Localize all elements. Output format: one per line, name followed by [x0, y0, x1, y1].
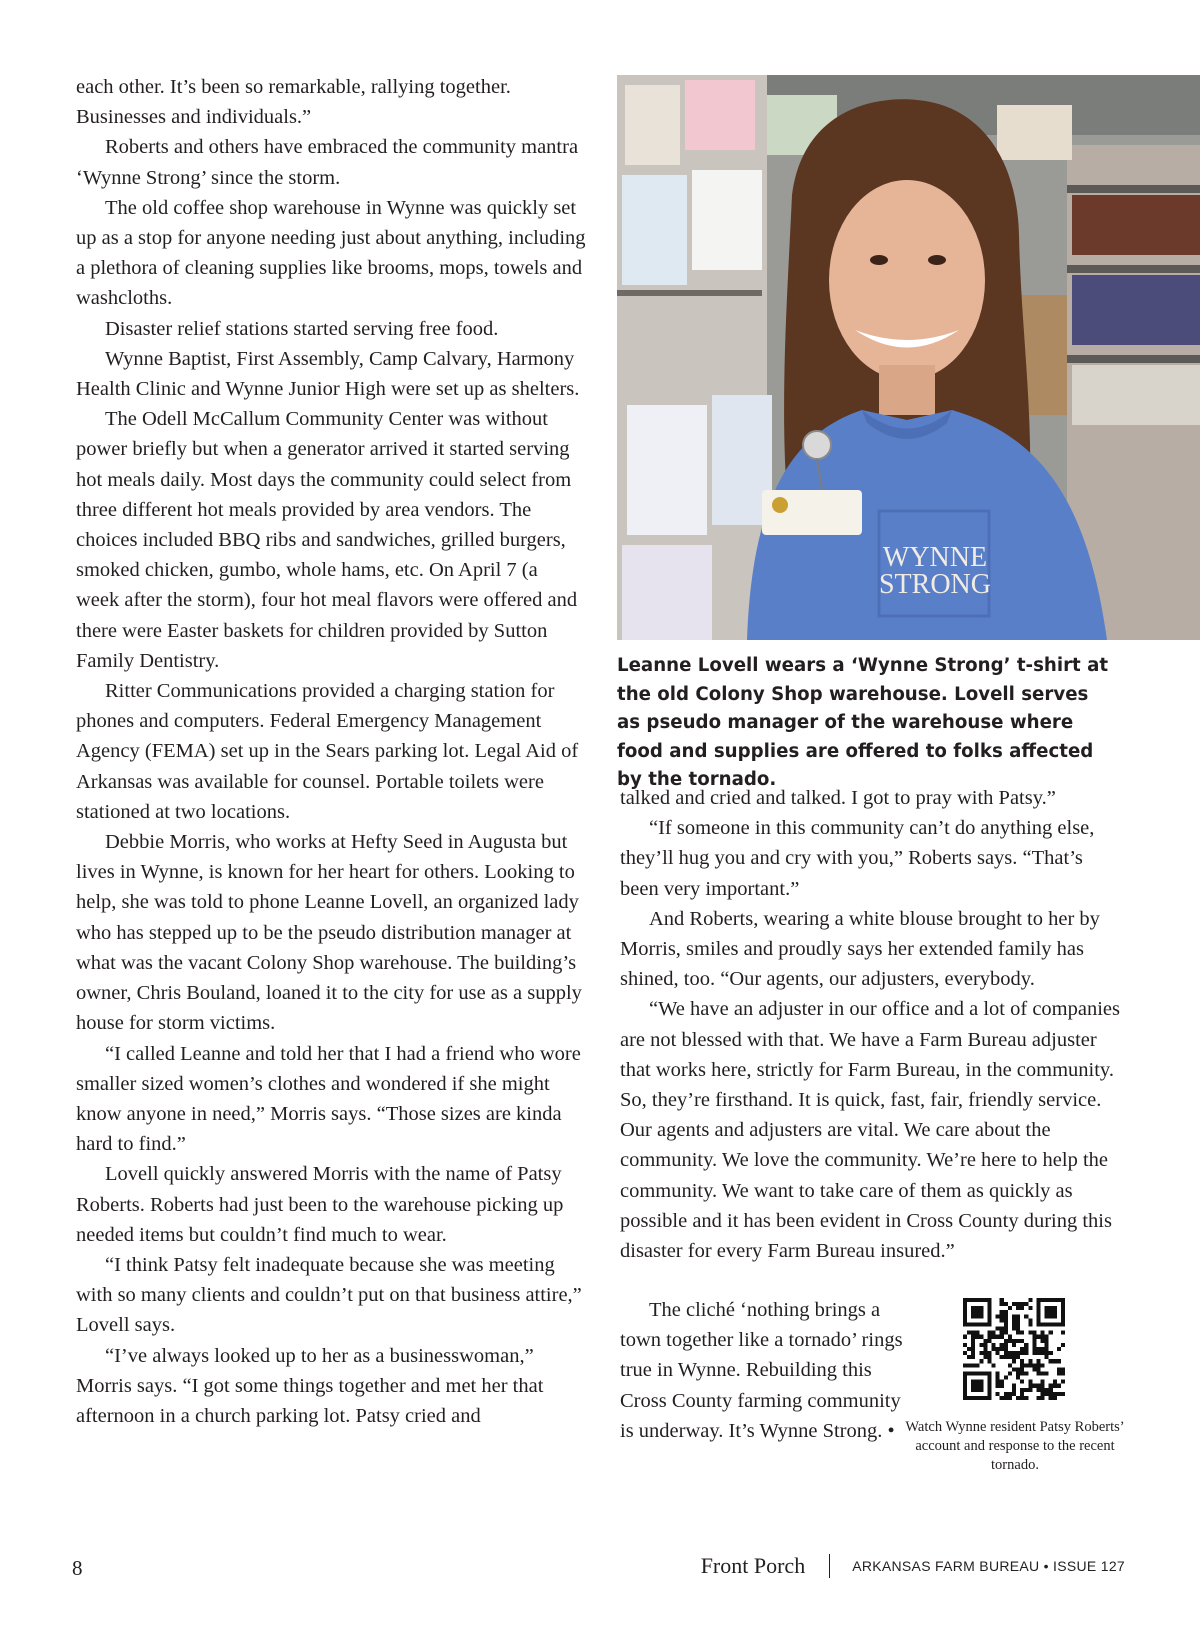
paragraph: talked and cried and talked. I got to pray with Patsy.”	[620, 787, 1056, 809]
paragraph: Wynne Baptist, First Assembly, Camp Calvary, Harmony Health Clinic and Wynne Junior High were set up as shelters.	[76, 347, 580, 401]
photo-leanne-lovell	[617, 75, 1200, 640]
shirt-text-wynne: WYNNE	[882, 542, 988, 573]
article-closing	[620, 1295, 912, 1446]
paragraph: “If someone in this community can’t do anything else, they’ll hug you and cry with you,” Roberts says. “That’s been very important.”	[620, 817, 1095, 900]
paragraph: The Odell McCallum Community Center was without power briefly but when a generator arrived it started serving hot meals daily. Most days the community could select from three different hot meals provided by area vendors. The choices included BBQ ribs and sandwiches, grilled burgers, smoked chicken, gumbo, whole hams, etc. On April 7 (a week after the storm), four hot meal flavors were offered and there were Easter baskets for children provided by Sutton Family Dentistry.	[76, 408, 578, 672]
qr-code-graphic	[963, 1298, 1065, 1400]
footer-publication	[701, 1553, 1125, 1579]
page-number: 8	[72, 1556, 83, 1580]
photo-caption: Leanne Lovell wears a ‘Wynne Strong’ t-shirt at the old Colony Shop warehouse. Lovell serves as pseudo manager of the warehouse where food and supplies are offered to folks affected by the tornado.	[617, 655, 1109, 790]
paragraph: Ritter Communications provided a charging station for phones and computers. Federal Emergency Management Agency (FEMA) set up in the Sears parking lot. Legal Aid of Arkansas was available for counsel. Portable toilets were stationed at two locations.	[76, 680, 579, 823]
paragraph: each other. It’s been so remarkable, rallying together. Businesses and individuals.”	[76, 76, 511, 129]
paragraph: And Roberts, wearing a white blouse brought to her by Morris, smiles and proudly says her extended family has shined, too. “Our agents, our adjusters, everybody.	[620, 907, 1100, 991]
qr-code-icon[interactable]	[963, 1298, 1065, 1400]
paragraph: “I’ve always looked up to her as a businesswoman,” Morris says. “I got some things together and met her that afternoon in a church parking lot. Patsy cried and	[76, 1344, 544, 1427]
paragraph: “We have an adjuster in our office and a lot of companies are not blessed with that. We have a Farm Bureau adjuster that works here, strictly for Farm Bureau, in the community. So, they’re firsthand. It is quick, fast, fair, friendly service. Our agents and adjusters are vital. We care about the community. We love the community. We’re here to help the community. We want to take care of them as quickly as possible and it has been evident in Cross County during this disaster for every Farm Bureau insured.”	[620, 998, 1120, 1263]
photo-illustration	[617, 75, 1200, 640]
publication-name: Front Porch	[700, 1553, 806, 1578]
qr-caption: Watch Wynne resident Patsy Roberts’ account and response to the recent tornado.	[905, 1419, 1125, 1473]
paragraph: Lovell quickly answered Morris with the name of Patsy Roberts. Roberts had just been to the warehouse picking up needed items but couldn’t find much to wear.	[76, 1163, 564, 1246]
paragraph: The old coffee shop warehouse in Wynne was quickly set up as a stop for anyone needing just about anything, including a plethora of cleaning supplies like brooms, mops, towels and washcloths.	[76, 196, 586, 310]
issue-label: ARKANSAS FARM BUREAU • ISSUE 127	[852, 1558, 1125, 1574]
article-left-column	[76, 72, 586, 1431]
paragraph: Roberts and others have embraced the community mantra ‘Wynne Strong’ since the storm.	[76, 136, 579, 189]
paragraph: Debbie Morris, who works at Hefty Seed in Augusta but lives in Wynne, is known for her heart for others. Looking to help, she was told to phone Leanne Lovell, an organized lady who has stepped up to be the pseudo distribution manager at what was the vacant Colony Shop warehouse. The building’s owner, Chris Bouland, loaned it to the city for use as a supply house for storm victims.	[76, 831, 582, 1035]
footer-divider	[829, 1554, 830, 1578]
paragraph: “I called Leanne and told her that I had a friend who wore smaller sized women’s clothes and wondered if she might know anyone in need,” Morris says. “Those sizes are kinda hard to find.”	[76, 1042, 581, 1156]
article-right-column	[620, 783, 1120, 1266]
shirt-text-strong: STRONG	[878, 569, 992, 600]
paragraph: The cliché ‘nothing brings a town together like a tornado’ rings true in Wynne. Rebuilding this Cross County farming community is underway. It’s Wynne Strong. •	[620, 1299, 903, 1442]
paragraph: “I think Patsy felt inadequate because she was meeting with so many clients and couldn’t put on that business attire,” Lovell says.	[76, 1253, 582, 1337]
paragraph: Disaster relief stations started serving free food.	[105, 317, 499, 340]
